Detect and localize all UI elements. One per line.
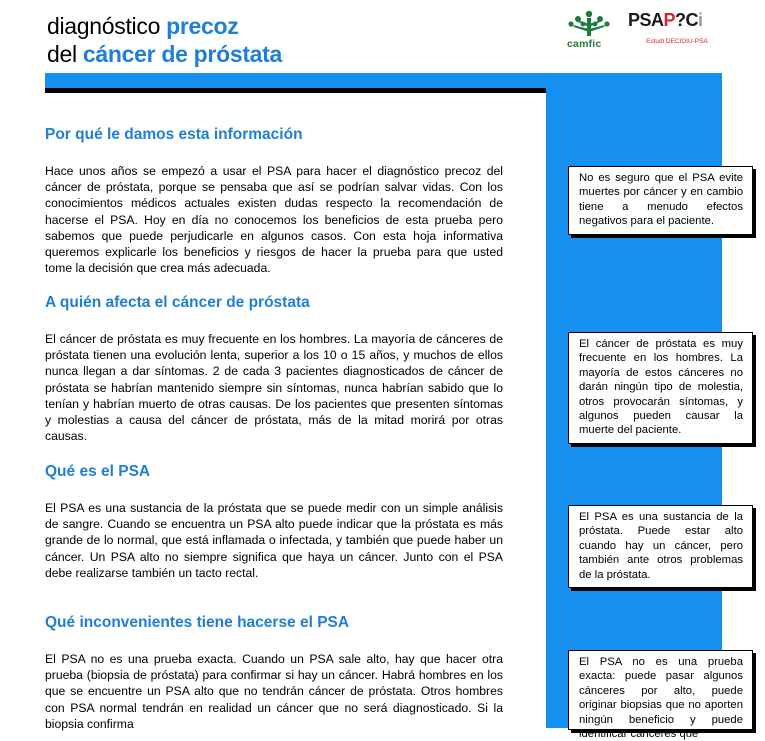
document-title [47,12,282,68]
section-body-who: El cáncer de próstata es muy frecuente en los hombres. La mayoría de cánceres de próstata tienen una evolución lenta, superior a los 10 o 15 años, y muchos de ellos nunca llegan a dar síntomas. 2 de cada 3 pacientes diagnosticados de cáncer de próstata se habrían mantenido siempre sin síntomas, nunca habrían sabido que lo tenían y habrían muerto de otras causas. De los pacientes que presenten síntomas y molestias a causa del cáncer de próstata, más de la mitad morirá por otras causas. [45,332,503,444]
camfic-wordmark: camfic [567,38,602,50]
psa-logo-text: PSAP?Ci [628,10,703,30]
section-body-psa: El PSA es una sustancia de la próstata que se puede medir con un simple análisis de sangre. Cuando se encuentra un PSA alto puede indicar que la próstata es más grande de lo normal, que está inflamada o infectada, y también que puede haber un cáncer. Un PSA alto no siempre significa que haya un cáncer. Junto con el PSA debe realizarse también un tacto rectal. [45,501,503,580]
header-blue-band [45,73,722,88]
title-line-2: del cáncer de próstata [47,41,283,67]
section-heading-who: A quién afecta el cáncer de próstata [45,294,310,311]
psa-study-logo [628,10,723,52]
camfic-tree-icon [565,10,613,38]
camfic-logo [563,10,613,50]
title-line-1: diagnóstico precoz [47,13,239,39]
section-body-why: Hace unos años se empezó a usar el PSA para hacer el diagnóstico precoz del cáncer de próstata, porque se pensaba que así se podrían salvar vidas. Con los conocimientos médicos actuales existen dudas respecto la recomendación de hacerse el PSA. Hoy en día no conocemos los beneficios de esta prueba pero sabemos que puede perjudicarle en algunos casos. Con esta hoja informativa queremos explicarle los beneficios y riesgos de hacer la prueba para que usted tome la decisión que crea más adecuada. [45,164,503,276]
sidebar-note-1: No es seguro que el PSA evite muertes por cáncer y en cambio tiene a menudo efectos negativos para el paciente. [568,166,753,235]
section-heading-drawbacks: Qué inconvenientes tiene hacerse el PSA [45,614,350,631]
sidebar-note-3: El PSA es una sustancia de la próstata. Puede estar alto cuando hay un cáncer, pero también ante otros problemas de la próstata. [568,505,753,588]
psa-logo-subtitle: Estudi DECIDIU-PSA [646,38,708,45]
section-body-drawbacks: El PSA no es una prueba exacta. Cuando un PSA sale alto, hay que hacer otra prueba (biopsia de próstata) para confirmar si hay un cáncer. Habrá hombres en los que se encuentre un PSA alto que no tendrán cáncer de próstata. Otros hombres con PSA normal tendrán en realidad un cáncer que no será diagnosticado. Si la biopsia confirma [45,652,503,731]
sidebar-note-2: El cáncer de próstata es muy frecuente en los hombres. La mayoría de estos cánceres no darán ningún tipo de molestia, otros provocarán síntomas, y algunos pueden causar la muerte del paciente. [568,332,753,444]
header-black-rule [45,88,546,93]
section-heading-why: Por qué le damos esta información [45,126,303,143]
section-heading-psa: Qué es el PSA [45,463,151,480]
sidebar-note-4: El PSA no es una prueba exacta: puede pasar algunos cánceres por alto, puede originar biopsias que no aporten ningún beneficio y puede identificar cánceres que [568,650,753,730]
